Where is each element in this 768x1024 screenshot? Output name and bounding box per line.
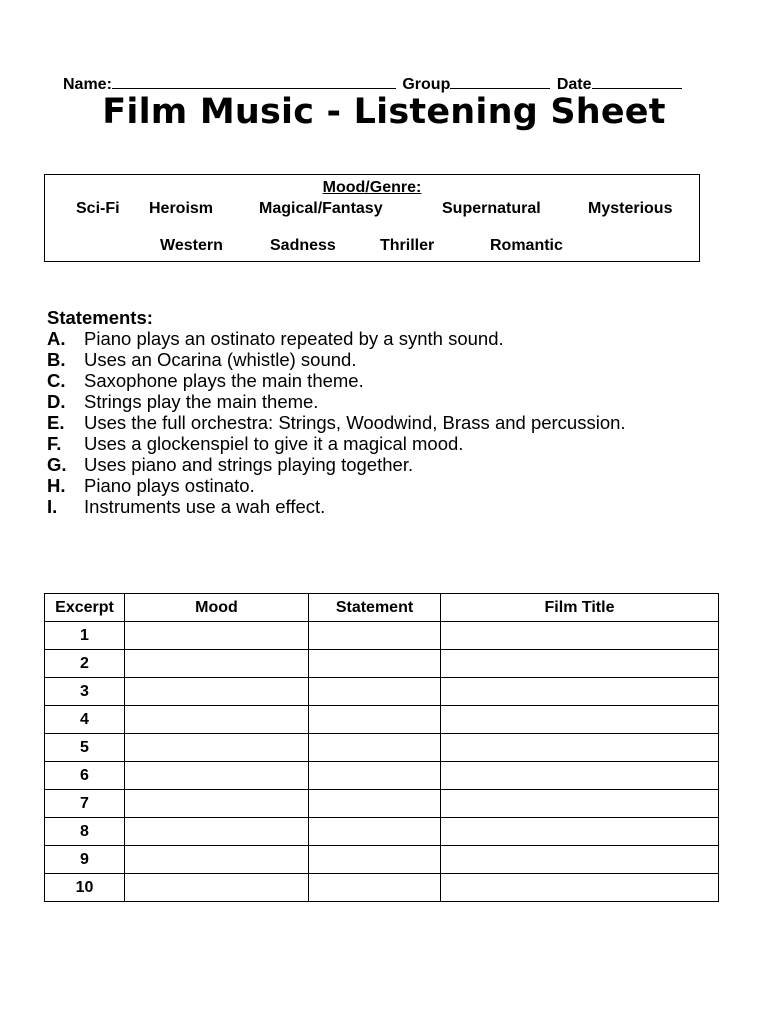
statement-cell[interactable] xyxy=(309,734,441,762)
mood-cell[interactable] xyxy=(125,678,309,706)
name-label: Name: xyxy=(63,76,112,93)
excerpt-number: 5 xyxy=(45,734,125,762)
mood-genre-box xyxy=(44,174,700,262)
mood-romantic: Romantic xyxy=(490,237,563,254)
col-mood: Mood xyxy=(125,594,309,622)
statement-cell[interactable] xyxy=(309,790,441,818)
statement-item: I. Instruments use a wah effect. xyxy=(47,496,326,517)
excerpt-number: 1 xyxy=(45,622,125,650)
mood-cell[interactable] xyxy=(125,818,309,846)
mood-cell[interactable] xyxy=(125,650,309,678)
answer-table xyxy=(44,593,719,902)
mood-cell[interactable] xyxy=(125,622,309,650)
statement-cell[interactable] xyxy=(309,818,441,846)
mood-magical-fantasy: Magical/Fantasy xyxy=(259,200,383,217)
statement-item: C. Saxophone plays the main theme. xyxy=(47,370,364,391)
film-title-cell[interactable] xyxy=(441,678,719,706)
mood-thriller: Thriller xyxy=(380,237,435,254)
col-film-title: Film Title xyxy=(441,594,719,622)
page-title: Film Music - Listening Sheet xyxy=(102,92,666,132)
mood-sadness: Sadness xyxy=(270,237,336,254)
date-blank[interactable] xyxy=(592,76,682,89)
statement-cell[interactable] xyxy=(309,762,441,790)
film-title-cell[interactable] xyxy=(441,818,719,846)
film-title-cell[interactable] xyxy=(441,790,719,818)
table-row xyxy=(45,706,719,734)
excerpt-number: 2 xyxy=(45,650,125,678)
table-row xyxy=(45,622,719,650)
mood-cell[interactable] xyxy=(125,762,309,790)
table-row xyxy=(45,818,719,846)
statement-cell[interactable] xyxy=(309,622,441,650)
excerpt-number: 10 xyxy=(45,874,125,902)
col-excerpt: Excerpt xyxy=(45,594,125,622)
mood-cell[interactable] xyxy=(125,846,309,874)
group-label: Group xyxy=(402,76,451,93)
mood-cell[interactable] xyxy=(125,706,309,734)
statement-item: F. Uses a glockenspiel to give it a magical mood. xyxy=(47,433,464,454)
film-title-cell[interactable] xyxy=(441,874,719,902)
table-row xyxy=(45,678,719,706)
statement-item: E. Uses the full orchestra: Strings, Woodwind, Brass and percussion. xyxy=(47,412,626,433)
film-title-cell[interactable] xyxy=(441,650,719,678)
mood-sci-fi: Sci-Fi xyxy=(76,200,120,217)
film-title-cell[interactable] xyxy=(441,846,719,874)
mood-western: Western xyxy=(160,237,223,254)
film-title-cell[interactable] xyxy=(441,734,719,762)
mood-cell[interactable] xyxy=(125,734,309,762)
film-title-cell[interactable] xyxy=(441,622,719,650)
mood-mysterious: Mysterious xyxy=(588,200,673,217)
table-row xyxy=(45,874,719,902)
excerpt-number: 3 xyxy=(45,678,125,706)
statement-cell[interactable] xyxy=(309,650,441,678)
table-row xyxy=(45,734,719,762)
table-row xyxy=(45,846,719,874)
statement-item: B. Uses an Ocarina (whistle) sound. xyxy=(47,349,357,370)
statements-section xyxy=(47,307,626,517)
statement-item: H. Piano plays ostinato. xyxy=(47,475,255,496)
excerpt-number: 9 xyxy=(45,846,125,874)
statement-cell[interactable] xyxy=(309,874,441,902)
mood-supernatural: Supernatural xyxy=(442,200,541,217)
group-blank[interactable] xyxy=(450,76,550,89)
mood-heading: Mood/Genre: xyxy=(322,179,422,196)
statement-item: G. Uses piano and strings playing together. xyxy=(47,454,414,475)
statement-item: D. Strings play the main theme. xyxy=(47,391,319,412)
table-row xyxy=(45,790,719,818)
film-title-cell[interactable] xyxy=(441,706,719,734)
table-row xyxy=(45,762,719,790)
mood-cell[interactable] xyxy=(125,874,309,902)
excerpt-number: 7 xyxy=(45,790,125,818)
table-header-row xyxy=(45,594,719,622)
statement-cell[interactable] xyxy=(309,678,441,706)
statement-cell[interactable] xyxy=(309,706,441,734)
statements-heading: Statements: xyxy=(47,307,153,328)
statement-item: A. Piano plays an ostinato repeated by a synth sound. xyxy=(47,328,504,349)
date-label: Date xyxy=(556,76,592,93)
film-title-cell[interactable] xyxy=(441,762,719,790)
table-row xyxy=(45,650,719,678)
name-blank[interactable] xyxy=(112,76,396,89)
excerpt-number: 4 xyxy=(45,706,125,734)
mood-cell[interactable] xyxy=(125,790,309,818)
statement-cell[interactable] xyxy=(309,846,441,874)
excerpt-number: 6 xyxy=(45,762,125,790)
excerpt-number: 8 xyxy=(45,818,125,846)
col-statement: Statement xyxy=(309,594,441,622)
mood-heroism: Heroism xyxy=(149,200,214,217)
